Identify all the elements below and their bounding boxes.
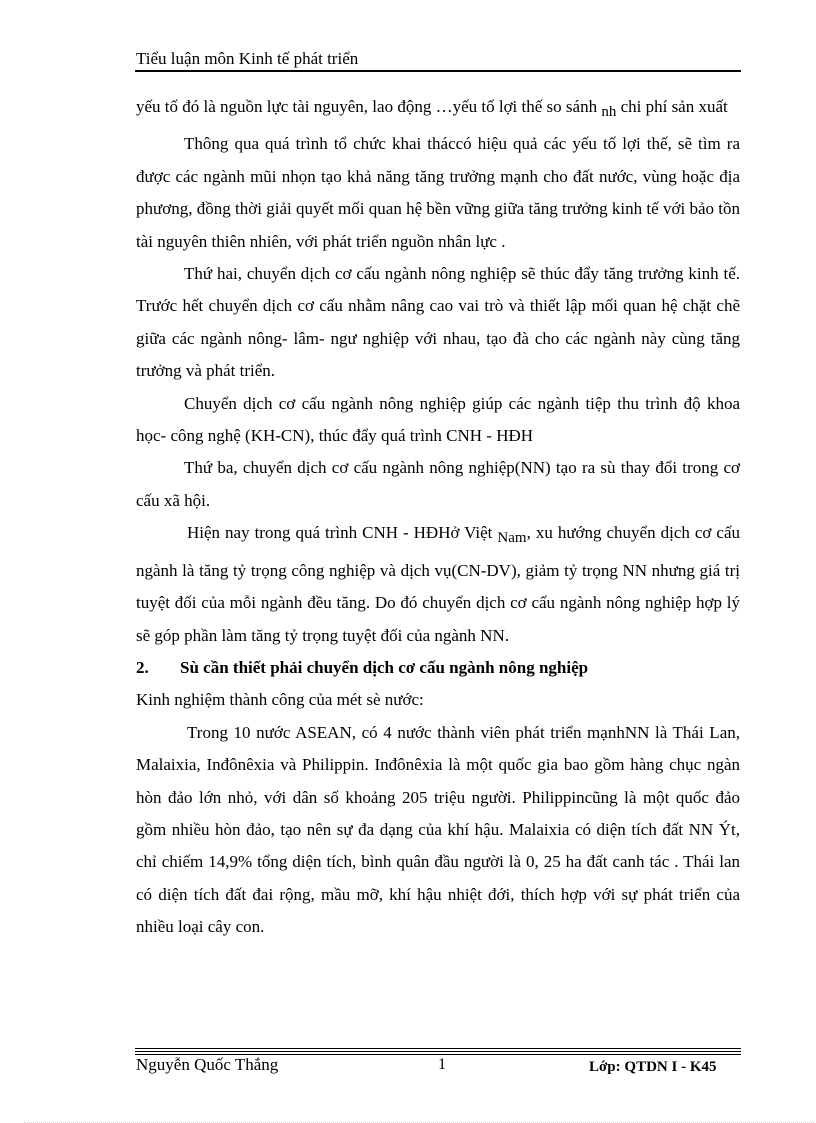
- section-title: Sù cần thiết phải chuyển dịch cơ cấu ngành nông nghiệp: [180, 657, 589, 677]
- paragraph-1-tail: chi phí sản xuất: [616, 97, 728, 116]
- paragraph-6-tail: , xu hướng chuyển dịch cơ cấu ngành là tăng tỷ trọng công nghiệp và dịch vụ(CN-DV), giảm tỷ trọng NN nhưng giá trị tuyệt đối của mỗi ngành đều tăng. Do đó chuyển dịch cơ cấu ngành nông nghiệp hợp lý sẽ góp phần làm tăng tỷ trọng tuyệt đối của ngành NN.: [136, 523, 740, 645]
- header-rule: [135, 70, 741, 72]
- paragraph-1: [136, 91, 740, 128]
- document-body: [136, 91, 740, 944]
- paragraph-8: Trong 10 nước ASEAN, có 4 nước thành viên phát triển mạnhNN là Thái Lan, Malaixia, Inđônêxia và Philippin. Inđônêxia là một quốc gia bao gồm hàng chục ngàn hòn đảo lớn nhỏ, với dân số khoảng 205 triệu người. Philippincũng là một quốc đảo gồm nhiều hòn đảo, tạo nên sự đa dạng của khí hậu. Malaixia có diện tích đất NN Ýt, chỉ chiếm 14,9% tổng diện tích, bình quân đầu người là 0, 25 ha đất canh tác . Thái lan có diện tích đất đai rộng, mầu mỡ, khí hậu nhiệt đới, thích hợp với sự phát triển của nhiều loại cây con.: [136, 722, 740, 937]
- paragraph-6: [136, 517, 740, 652]
- paragraph-1-subscript: nh: [601, 104, 617, 120]
- paragraph-7: Kinh nghiệm thành công của mét sè nước:: [136, 690, 424, 710]
- footer-rule-top: [135, 1048, 741, 1049]
- paragraph-5: Thứ ba, chuyển dịch cơ cấu ngành nông nghiệp(NN) tạo ra sù thay đổi trong cơ cấu xã hội.: [136, 458, 740, 510]
- section-heading: [136, 652, 740, 684]
- section-number: 2.: [136, 657, 149, 677]
- paragraph-3: Thứ hai, chuyển dịch cơ cấu ngành nông nghiệp sẽ thúc đẩy tăng trưởng kinh tế. Trước hết chuyển dịch cơ cấu nhằm nâng cao vai trò và thiết lập mối quan hệ chặt chẽ giữa các ngành nông- lâm- ngư nghiệp với nhau, tạo đà cho các ngành này cùng tăng trưởng và phát triển.: [136, 264, 740, 381]
- paragraph-6-subscript: Nam: [497, 530, 527, 547]
- footer-author: Nguyễn Quốc Thắng: [136, 1055, 279, 1074]
- paragraph-2: Thông qua quá trình tổ chức khai tháccó hiệu quả các yếu tố lợi thế, sẽ tìm ra được các ngành mũi nhọn tạo khả năng tăng trưởng mạnh cho đất nước, vùng hoặc địa phương, đồng thời giải quyết mối quan hệ bền vững giữa tăng trưởng kinh tế với bảo tồn tài nguyên thiên nhiên, với phát triển nguồn nhân lực .: [136, 134, 740, 251]
- footer-class-info: Lớp: QTDN I - K45: [589, 1059, 717, 1075]
- paragraph-1-text: yếu tố đó là nguồn lực tài nguyên, lao động …yếu tố lợi thế so sánh: [136, 97, 602, 116]
- footer-rule-middle: [135, 1051, 741, 1052]
- paragraph-4: Chuyển dịch cơ cấu ngành nông nghiệp giúp các ngành tiệp thu trình độ khoa học- công nghệ (KH-CN), thúc đẩy quá trình CNH - HĐH: [136, 393, 740, 446]
- footer-page-number: 1: [438, 1056, 446, 1073]
- paragraph-6-text: Hiện nay trong quá trình CNH - HĐHở Việt: [187, 523, 498, 543]
- running-header-title: Tiểu luận môn Kinh tế phát triển: [136, 49, 359, 68]
